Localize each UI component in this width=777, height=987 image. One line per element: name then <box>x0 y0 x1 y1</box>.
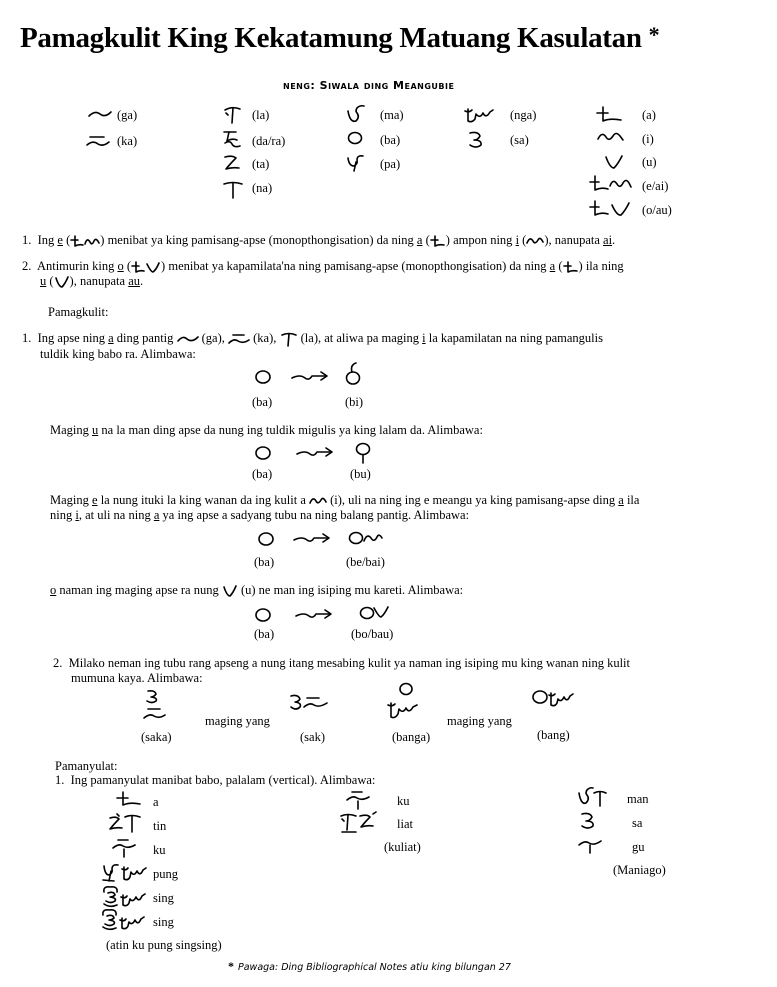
label-oau: (o/au) <box>642 203 672 217</box>
glyph-ba-example-icon <box>253 443 273 463</box>
note-2-text-b: menibat ya kapamilata'na ning pamisang-apse (monopthongisation) da ning <box>168 259 547 273</box>
glyph-a-icon <box>115 790 143 810</box>
arrow-icon <box>294 608 334 622</box>
note-2-text-c: ila ning <box>585 259 624 273</box>
label-sa: (sa) <box>510 133 529 147</box>
glyph-sak-example-icon <box>287 692 331 718</box>
glyph-bang-example-icon <box>530 685 576 711</box>
glyph-ba-example-icon <box>253 605 273 625</box>
glyph-u-inline-icon <box>222 584 238 598</box>
glyph-sa-icon <box>466 129 488 151</box>
footnote <box>228 957 511 975</box>
glyph-oau-inline-icon <box>131 260 161 274</box>
rule-e-a2: a <box>153 508 160 523</box>
example-bang-label: (bang) <box>537 728 570 742</box>
label-ba: (ba) <box>380 133 401 147</box>
note-2-o: o <box>117 259 124 273</box>
example-banga-label: (banga) <box>392 730 431 744</box>
rule-e <box>50 493 760 523</box>
rule-e-text-e: ning <box>50 508 73 523</box>
glyph-u-icon <box>603 152 625 172</box>
rule-2-number: 2. <box>53 656 63 670</box>
example-bi-label: (bi) <box>345 395 364 409</box>
rule-u-text-a: Maging <box>50 423 89 437</box>
glyph-ga-inline-icon <box>177 332 199 346</box>
rule-3-text: Ing pamanyulat manibat babo, palalam (vertical). Alimbawa: <box>70 773 376 787</box>
rule-1-la: (la), at aliwa pa maging <box>300 331 419 345</box>
maging-yang-2: maging yang <box>447 714 512 728</box>
rule-1 <box>22 331 752 362</box>
glyph-i-inline-icon <box>526 234 544 248</box>
glyph-ba-icon <box>346 129 364 147</box>
rule-e-text-g: ya ing apse a sadyang tubu na ning balang pantig. Alimbawa: <box>162 508 470 523</box>
note-2-text-a: Antimurin king <box>36 259 115 273</box>
glyph-ma-icon <box>345 103 367 127</box>
glyph-i-icon <box>596 128 626 148</box>
glyph-ka-inline-icon <box>228 332 250 346</box>
note-2-a: a <box>549 259 556 273</box>
note-1-e: e <box>57 233 63 247</box>
maging-yang-1: maging yang <box>205 714 270 728</box>
note-2-text-d: ), nanupata <box>69 274 126 289</box>
rule-o-text-b: (u) ne man ing isiping mu kareti. Alimbawa: <box>240 583 464 597</box>
label-nga: (nga) <box>510 108 537 122</box>
rule-1-number: 1. <box>22 331 32 345</box>
subtitle: neng: Siwala ding Meangubie <box>283 79 455 92</box>
pamanyulat-heading: Pamanyulat: <box>55 759 118 773</box>
rule-e-a: a <box>618 493 624 507</box>
rule-e-e: e <box>92 493 98 507</box>
label-la: (la) <box>252 108 270 122</box>
rule-e-text-b: la nung ituki la king wanan da ing kulit a <box>100 493 306 507</box>
glyph-sa-icon <box>578 810 602 832</box>
note-2-au: au <box>128 274 141 289</box>
glyph-ba-example-icon <box>253 367 273 387</box>
rule-1-ka: (ka), <box>253 331 277 345</box>
vertical-2-row-liat: liat <box>397 817 413 831</box>
label-i: (i) <box>642 132 654 146</box>
label-u: (u) <box>642 155 657 169</box>
page-title-text: Pamagkulit King Kekatamung Matuang Kasulatan <box>20 22 642 54</box>
glyph-i-inline-icon <box>309 494 327 508</box>
vertical-3-row-sa: sa <box>632 816 643 830</box>
glyph-ga-icon <box>87 106 113 122</box>
glyph-la-icon <box>222 104 244 126</box>
rule-1-text-a: Ing apse ning <box>37 331 105 345</box>
example-ba-label: (ba) <box>252 395 273 409</box>
glyph-man-icon <box>576 785 610 811</box>
vertical-1-row-tin: tin <box>153 819 167 833</box>
vertical-1-row-sing-2: sing <box>153 915 174 929</box>
rule-1-a: a <box>108 331 114 345</box>
glyph-bo-example-icon <box>358 603 390 623</box>
rule-e-i: i <box>75 508 79 523</box>
note-1-text-b: menibat ya king pamisang-apse (monopthongisation) da ning <box>107 233 414 247</box>
note-1-number: 1. <box>22 233 32 247</box>
vertical-3-caption: (Maniago) <box>613 863 666 877</box>
rule-e-text-d: ila <box>626 493 640 507</box>
example-ba-label: (ba) <box>254 555 275 569</box>
rule-3 <box>55 773 375 787</box>
glyph-ku-icon <box>343 788 373 812</box>
rule-2-text-b: mumuna kaya. Alimbawa: <box>71 670 203 685</box>
vertical-1-row-ku: ku <box>153 843 166 857</box>
vertical-1-row-a: a <box>153 795 159 809</box>
glyph-u-inline-icon <box>54 275 70 289</box>
example-bo-label: (bo/bau) <box>351 627 394 641</box>
glyph-be-example-icon <box>347 528 385 548</box>
note-1-text-a: Ing <box>37 233 55 247</box>
arrow-icon <box>292 532 332 546</box>
example-bu-label: (bu) <box>350 467 371 481</box>
glyph-ba-example-icon <box>256 529 276 549</box>
glyph-bu-example-icon <box>353 441 373 467</box>
glyph-pa-icon <box>345 152 367 174</box>
glyph-liat-icon <box>338 810 384 838</box>
rule-1-i: i <box>422 331 426 345</box>
vertical-1-row-sing-1: sing <box>153 891 174 905</box>
glyph-bi-example-icon <box>343 360 363 388</box>
vertical-1-caption: (atin ku pung singsing) <box>106 938 222 952</box>
label-dara: (da/ra) <box>252 134 286 148</box>
rule-o-text-a: naman ing maging apse ra nung <box>59 583 219 597</box>
note-2-number: 2. <box>22 259 32 273</box>
label-pa: (pa) <box>380 157 401 171</box>
example-saka-label: (saka) <box>141 730 172 744</box>
rule-e-text-a: Maging <box>50 493 89 507</box>
label-na: (na) <box>252 181 273 195</box>
rule-u-u: u <box>92 423 99 437</box>
note-1-i: i <box>515 233 520 247</box>
label-ka: (ka) <box>117 134 138 148</box>
note-1-ai: ai <box>603 233 613 247</box>
glyph-saka-example-icon <box>140 688 170 724</box>
page-title <box>20 22 659 55</box>
pamagkulit-heading: Pamagkulit: <box>48 305 109 319</box>
note-1: 1. Ing e ( ) menibat ya king pamisang-apse (monopthongisation) da ning a ( ) ampon ning i ( ), nanupata ai. <box>22 233 616 247</box>
rule-o <box>50 583 750 598</box>
rule-u-text-b: na la man ding apse da nung ing tuldik migulis ya king lalam da. Alimbawa: <box>101 423 483 437</box>
glyph-sing-icon <box>99 907 149 933</box>
rule-u <box>50 423 750 438</box>
label-ga: (ga) <box>117 108 138 122</box>
footnote-mark: * <box>228 959 234 973</box>
note-1-text-c: ampon ning <box>453 233 513 247</box>
rule-1-line-2: tuldik king babo ra. Alimbawa: <box>40 347 196 362</box>
rule-1-ga: (ga), <box>201 331 225 345</box>
arrow-icon <box>295 446 335 460</box>
glyph-pung-icon <box>100 860 150 886</box>
rule-1-text-c: la kapamilatan na ning pamangulis <box>428 331 603 345</box>
vertical-3-row-gu: gu <box>632 840 645 854</box>
glyph-a-inline-icon <box>430 234 446 248</box>
rule-1-text-b: ding pantig <box>116 331 174 345</box>
glyph-nga-icon <box>462 103 496 125</box>
glyph-a-icon <box>595 104 625 126</box>
vertical-2-row-ku: ku <box>397 794 410 808</box>
glyph-ku-icon <box>109 836 139 860</box>
vertical-1-row-pung: pung <box>153 867 178 881</box>
glyph-tin-icon <box>107 812 143 836</box>
vertical-3-row-man: man <box>627 792 649 806</box>
rule-2-text-a: Milako neman ing tubu rang apseng a nung itang mesabing kulit ya naman ing isiping mu king wanan ning kulit <box>68 656 630 670</box>
rule-e-text-f: , at uli na ning <box>78 508 151 523</box>
example-ba-label: (ba) <box>252 467 273 481</box>
note-2-end: . <box>140 274 144 289</box>
vertical-2-caption: (kuliat) <box>384 840 421 854</box>
glyph-ka-icon <box>85 132 111 150</box>
glyph-oau-icon <box>588 198 634 222</box>
label-ta: (ta) <box>252 157 270 171</box>
label-eai: (e/ai) <box>642 179 669 193</box>
note-2-u: u <box>40 274 47 289</box>
rule-e-text-c: (i), uli na ning ing e meangu ya king pamisang-apse ding <box>330 493 616 507</box>
glyph-eai-icon <box>588 173 634 197</box>
arrow-icon <box>290 370 330 384</box>
note-1-end: . <box>612 233 616 247</box>
note-2: 2. Antimurin king o ( ) menibat ya kapamilata'na ning pamisang-apse (monopthongisation) da ning a ( ) ila ning u ( ), nanupata au. <box>22 259 624 289</box>
note-1-text-d: , nanupata <box>548 233 600 247</box>
example-be-label: (be/bai) <box>346 555 385 569</box>
glyph-banga-example-icon <box>385 680 425 724</box>
example-ba-label: (ba) <box>254 627 275 641</box>
label-ma: (ma) <box>380 108 404 122</box>
glyph-gu-icon <box>576 836 606 856</box>
glyph-dara-icon <box>220 128 244 152</box>
rule-o-o: o <box>50 583 57 597</box>
footnote-text: Pawaga: Ding Bibliographical Notes atiu king bilungan 27 <box>238 962 511 973</box>
glyph-na-icon <box>222 179 244 201</box>
glyph-la-inline-icon <box>280 331 298 347</box>
glyph-eai-inline-icon <box>70 234 100 248</box>
label-a: (a) <box>642 108 656 122</box>
note-1-a: a <box>416 233 423 247</box>
example-sak-label: (sak) <box>300 730 325 744</box>
glyph-ta-icon <box>222 153 242 173</box>
rule-3-number: 1. <box>55 773 65 787</box>
title-asterisk: * <box>648 22 660 47</box>
glyph-a-inline-icon <box>563 260 579 274</box>
